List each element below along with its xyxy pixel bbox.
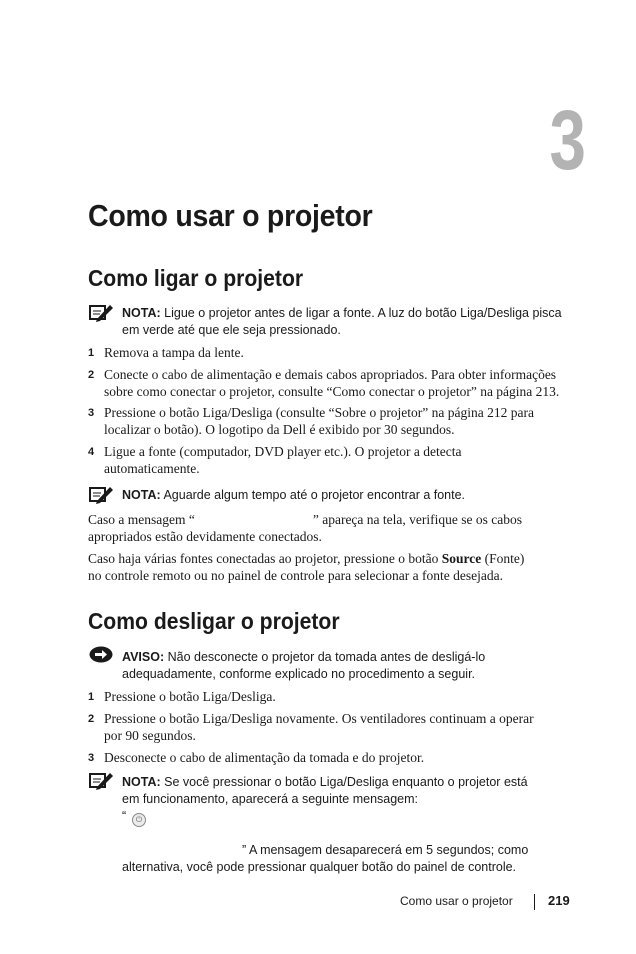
step-number: 2 — [88, 369, 95, 381]
note-text: em funcionamento, aparecerá a seguinte mensagem: — [122, 792, 419, 806]
page-number: 219 — [548, 893, 570, 908]
footer-chapter-title: Como usar o projetor — [400, 894, 513, 908]
step-number: 3 — [88, 752, 95, 764]
note-label: NOTA: — [122, 306, 161, 320]
caution-label: AVISO: — [122, 650, 165, 664]
step-text: localizar o botão). O logotipo da Dell é exibido por 30 segundos. — [104, 422, 455, 437]
paragraph-text: Caso a mensagem “ — [88, 512, 195, 527]
step-text: automaticamente. — [104, 461, 200, 476]
note-label: NOTA: — [122, 775, 161, 789]
pencil-note-icon — [89, 771, 113, 791]
caution-text: Não desconecte o projetor da tomada antes de desligá-lo — [167, 650, 486, 664]
note-power-off-message — [122, 774, 592, 876]
caution-power-off — [122, 649, 592, 683]
step-number: 3 — [88, 407, 95, 419]
step-number: 2 — [88, 713, 95, 725]
paragraph-multiple-sources — [88, 550, 588, 584]
paragraph-message-check — [88, 511, 588, 545]
step-number: 1 — [88, 347, 95, 359]
step-text: Pressione o botão Liga/Desliga. — [104, 689, 276, 704]
step-text: sobre como conectar o projetor, consulte “Como conectar o projetor” na página 213. — [104, 384, 560, 399]
caution-text: adequadamente, conforme explicado no procedimento a seguir. — [122, 667, 476, 681]
footer-divider — [534, 894, 535, 910]
note-text: Se você pressionar o botão Liga/Desliga enquanto o projetor está — [164, 775, 528, 789]
paragraph-text: apropriados estão devidamente conectados. — [88, 529, 322, 544]
chapter-title: Como usar o projetor — [88, 198, 373, 233]
section-heading-power-off: Como desligar o projetor — [88, 608, 340, 634]
note-text: Aguarde algum tempo até o projetor encontrar a fonte. — [163, 488, 466, 502]
chapter-number: 3 — [549, 93, 586, 187]
note-wait-source — [122, 487, 592, 504]
paragraph-text: Caso haja várias fontes conectadas ao projetor, pressione o botão — [88, 551, 442, 566]
step-text: Ligue a fonte (computador, DVD player etc.). O projetor a detecta — [104, 444, 462, 459]
note-text: Ligue o projetor antes de ligar a fonte. A luz do botão Liga/Desliga pisca — [164, 306, 562, 320]
paragraph-text: no controle remoto ou no painel de controle para selecionar a fonte desejada. — [88, 568, 503, 583]
section-heading-power-on: Como ligar o projetor — [88, 265, 304, 291]
power-button-icon: ⏻ — [132, 813, 146, 827]
caution-arrow-icon — [89, 646, 113, 663]
step-number: 1 — [88, 691, 95, 703]
source-button-name: Source — [441, 551, 482, 566]
step-number: 4 — [88, 446, 95, 458]
note-text: alternativa, você pode pressionar qualquer botão do painel de controle. — [122, 860, 517, 874]
note-text: ” A mensagem desaparecerá em 5 segundos; como — [242, 843, 529, 857]
step-text: por 90 segundos. — [104, 728, 196, 743]
note-text: “ — [122, 809, 127, 823]
note-text: em verde até que ele seja pressionado. — [122, 323, 341, 337]
step-text: Remova a tampa da lente. — [104, 345, 244, 360]
paragraph-text: ” apareça na tela, verifique se os cabos — [312, 512, 522, 527]
step-text: Pressione o botão Liga/Desliga (consulte “Sobre o projetor” na página 212 para — [104, 405, 534, 420]
pencil-note-icon — [89, 303, 113, 323]
step-text: Conecte o cabo de alimentação e demais cabos apropriados. Para obter informações — [104, 367, 557, 382]
paragraph-text: (Fonte) — [481, 551, 525, 566]
step-text: Pressione o botão Liga/Desliga novamente. Os ventiladores continuam a operar — [104, 711, 534, 726]
note-label: NOTA: — [122, 488, 161, 502]
note-power-on — [122, 305, 592, 339]
step-text: Desconecte o cabo de alimentação da tomada e do projetor. — [104, 750, 425, 765]
pencil-note-icon — [89, 485, 113, 505]
